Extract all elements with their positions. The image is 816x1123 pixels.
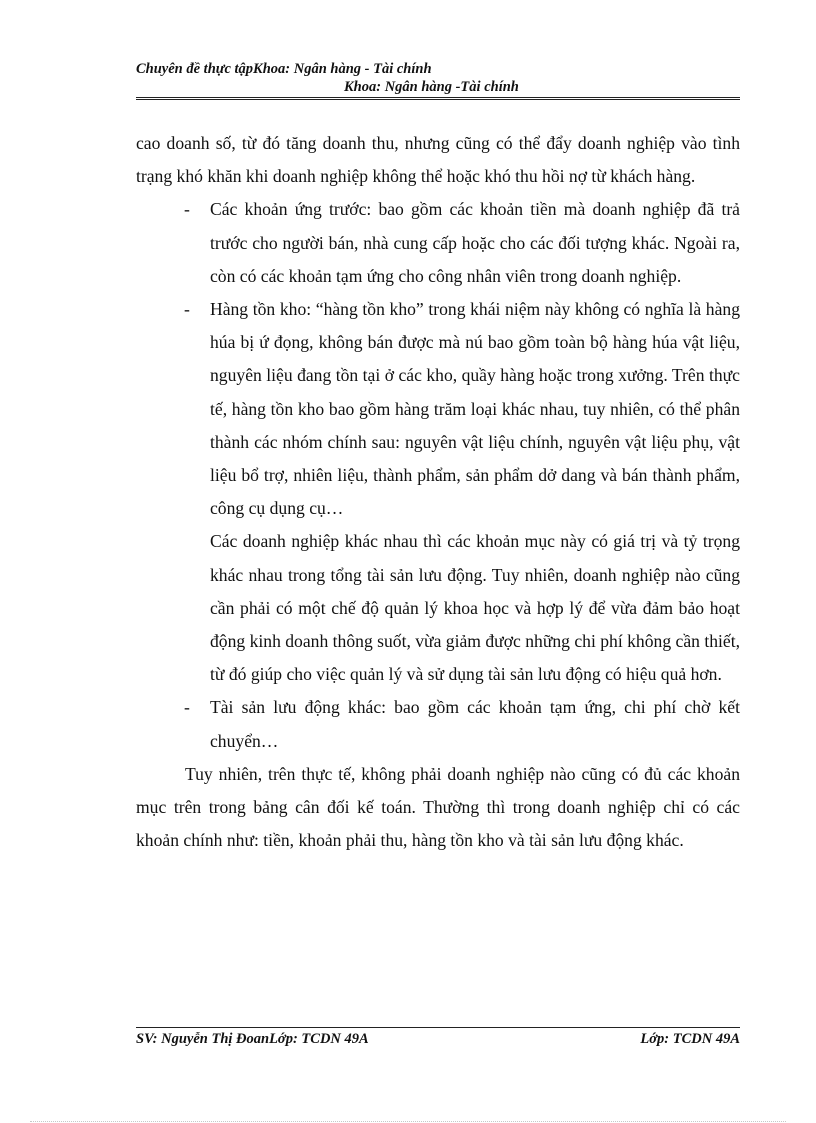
header-rule [136,97,740,100]
header-line-1: Chuyên đề thực tậpKhoa: Ngân hàng - Tài chính [136,61,432,77]
page-body [136,127,740,857]
bullet-dash: - [184,199,190,220]
bullet-item-advances [136,193,740,293]
bullet-text: Tài sản lưu động khác: bao gồm các khoản tạm ứng, chi phí chờ kết chuyển… [210,697,740,751]
paragraph-intro: cao doanh số, từ đó tăng doanh thu, nhưng cũng có thể đẩy doanh nghiệp vào tình trạng khó khăn khi doanh nghiệp không thể hoặc khó thu hồi nợ từ khách hàng. [136,133,740,187]
paragraph-conclusion: Tuy nhiên, trên thực tế, không phải doanh nghiệp nào cũng có đủ các khoản mục trên trong bảng cân đối kế toán. Thường thì trong doanh nghiệp chỉ có các khoản chính như: tiền, khoản phải thu, hàng tồn kho và tài sản lưu động khác. [136,763,740,851]
page-edge-divider [30,1121,786,1122]
bullet-item-other-assets [136,691,740,757]
bullet-item-inventory [136,293,740,525]
footer-left: SV: Nguyễn Thị ĐoanLớp: TCDN 49A [136,1031,369,1047]
bullet-dash: - [184,299,190,320]
bullet-text: Hàng tồn kho: “hàng tồn kho” trong khái niệm này không có nghĩa là hàng húa bị ứ đọng, không bán được mà nú bao gồm toàn bộ hàng húa vật liệu, nguyên liệu đang tồn tại ở các kho, quầy hàng hoặc trong xưởng. Trên thực tế, hàng tồn kho bao gồm hàng trăm loại khác nhau, tuy nhiên, có thể phân thành các nhóm chính sau: nguyên vật liệu chính, nguyên vật liệu phụ, vật liệu bổ trợ, nhiên liệu, thành phẩm, sản phẩm dở dang và bán thành phẩm, công cụ dụng cụ… [210,299,740,519]
bullet-text: Các khoản ứng trước: bao gồm các khoản tiền mà doanh nghiệp đã trả trước cho người bán, nhà cung cấp hoặc cho các đối tượng khác. Ngoài ra, còn có các khoản tạm ứng cho công nhân viên trong doanh nghiệp. [210,199,740,286]
page-header [136,60,740,100]
bullet-dash: - [184,697,190,718]
footer-right: Lớp: TCDN 49A [640,1031,740,1047]
paragraph-note: Các doanh nghiệp khác nhau thì các khoản mục này có giá trị và tỷ trọng khác nhau trong tổng tài sản lưu động. Tuy nhiên, doanh nghiệp nào cũng cần phải có một chế độ quản lý khoa học và hợp lý để vừa đảm bảo hoạt động kinh doanh thông suốt, vừa giảm được những chi phí không cần thiết, từ đó giúp cho việc quản lý và sử dụng tài sản lưu động có hiệu quả hơn. [210,531,740,685]
page-footer [136,1027,740,1050]
header-line-2: Khoa: Ngân hàng -Tài chính [344,79,519,95]
